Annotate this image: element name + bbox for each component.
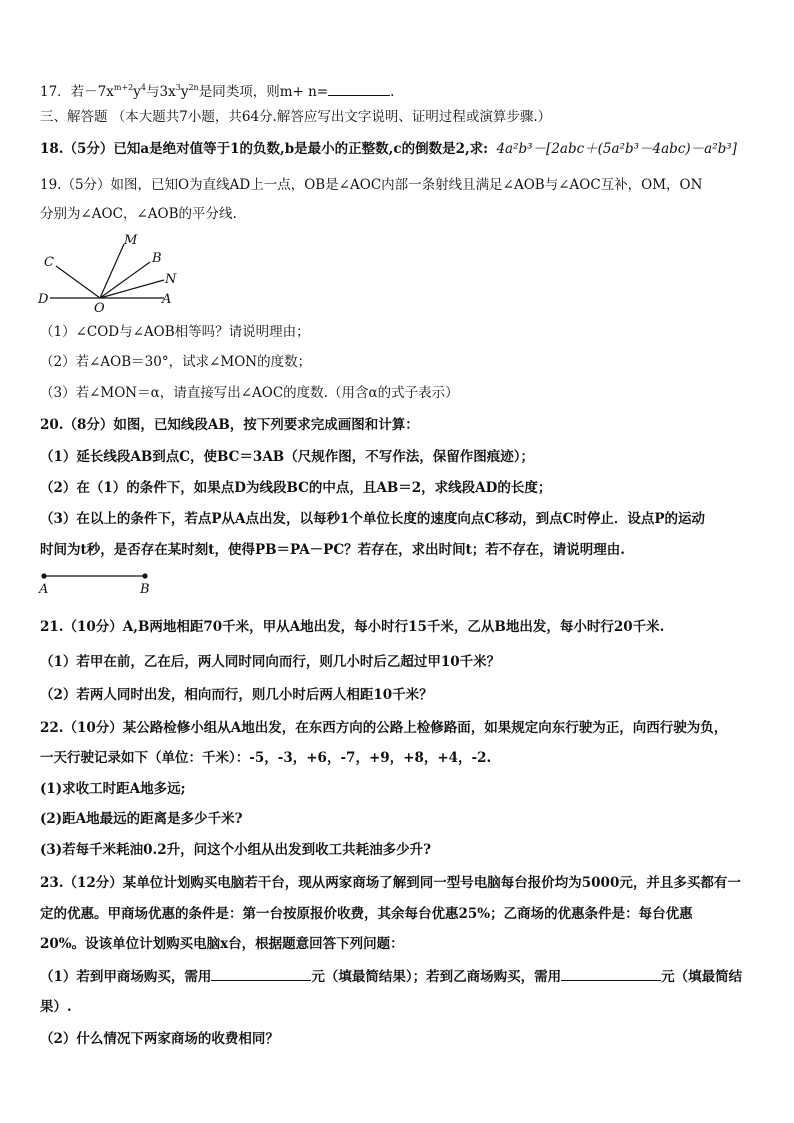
label-D: D [38, 292, 49, 307]
question-23-sub1: （1）若到甲商场购买，需用 元（填最简结果）；若到乙商场购买，需用 元（填最简结 [40, 969, 743, 985]
answer-blank[interactable] [328, 82, 390, 96]
question-20-sub2: （2）在（1）的条件下，如果点D为线段BC的中点，且AB＝2，求线段AD的长度； [40, 480, 552, 496]
question-23-line3: 20%。设该单位计划购买电脑x台，根据题意回答下列问题： [40, 936, 404, 952]
question-22-line1: 22.（10分）某公路检修小组从A地出发，在东西方向的公路上检修路面，如果规定向东行驶为正，向西行驶为负， [40, 720, 728, 736]
question-23-sub2: （2）什么情况下两家商场的收费相同？ [40, 1031, 279, 1047]
segment-figure [36, 568, 166, 598]
question-19-sub2: （2）若∠AOB＝30°，试求∠MON的度数； [40, 354, 312, 370]
question-23-line2: 定的优惠。甲商场优惠的条件是：第一台按原报价收费，其余每台优惠25%；乙商场的优惠条件是：每台优惠 [40, 906, 693, 922]
answer-blank-yi[interactable] [561, 967, 661, 981]
question-23-sub1-cont: 果）. [40, 999, 72, 1015]
answer-blank-jia[interactable] [211, 967, 311, 981]
label-B: B [140, 582, 150, 597]
question-20-line1: 20.（8分）如图，已知线段AB，按下列要求完成画图和计算： [40, 417, 419, 433]
label-N: N [165, 272, 177, 287]
question-21-sub1: （1）若甲在前，乙在后，两人同时同向而行，则几小时后乙超过甲10千米？ [40, 654, 501, 670]
label-O: O [94, 301, 105, 315]
question-21-sub2: （2）若两人同时出发，相向而行，则几小时后两人相距10千米？ [40, 687, 433, 703]
question-19-line2: 分别为∠AOC，∠AOB的平分线. [40, 206, 237, 222]
angle-figure [36, 230, 186, 315]
question-19-sub3: （3）若∠MON＝α，请直接写出∠AOC的度数.（用含α的式子表示） [40, 385, 459, 401]
question-20-sub3a: （3）在以上的条件下，若点P从A点出发，以每秒1个单位长度的速度向点C移动，到点C时停止．设点P的运动 [40, 511, 706, 527]
label-A: A [162, 292, 172, 307]
label-B: B [152, 251, 162, 266]
label-A: A [39, 582, 49, 597]
question-23-line1: 23.（12分）某单位计划购买电脑若干台，现从两家商场了解到同一型号电脑每台报价均为5000元，并且多买都有一 [40, 875, 741, 891]
question-20-sub1: （1）延长线段AB到点C，使BC＝3AB（尺规作图，不写作法，保留作图痕迹）； [40, 449, 534, 465]
question-22-sub1: (1)求收工时距A地多远; [40, 781, 186, 797]
section-heading: 三、解答题 （本大题共7小题，共64分.解答应写出文字说明、证明过程或演算步骤.） [40, 109, 552, 125]
question-17: 17．若$-7x^{m+2}y^4$与$3x^3y^{2n}$是同类项，则m+ n= . [40, 83, 395, 100]
question-22-sub3: (3)若每千米耗油0.2升，问这个小组从出发到收工共耗油多少升? [40, 842, 432, 858]
question-19-line1: 19.（5分）如图，已知O为直线AD上一点，OB是∠AOC内部一条射线且满足∠AOB与∠AOC互补，OM，ON [40, 177, 703, 193]
question-18: 18.（5分）已知a是绝对值等于1的负数,b是最小的正整数,c的倒数是2,求: 4a²b³－[2abc＋(5a²b³－4abc)－a²b³] [40, 141, 737, 157]
question-22-line2: 一天行驶记录如下（单位：千米）：-5，-3，+6，-7，+9，+8，+4，-2. [40, 750, 492, 766]
question-22-sub2: (2)距A地最远的距离是多少千米? [40, 811, 243, 827]
question-19-sub1: （1）∠COD与∠AOB相等吗？请说明理由； [40, 324, 310, 340]
label-M: M [124, 233, 138, 248]
question-21-line1: 21.（10分）A,B两地相距70千米，甲从A地出发，每小时行15千米，乙从B地出发，每小时行20千米. [40, 619, 665, 635]
expression: 4a²b³－[2abc＋(5a²b³－4abc)－a²b³] [496, 141, 737, 157]
question-20-sub3b: 时间为t秒，是否存在某时刻t，使得PB＝PA－PC？若存在，求出时间t；若不存在，请说明理由. [40, 542, 626, 558]
label-C: C [44, 255, 54, 270]
